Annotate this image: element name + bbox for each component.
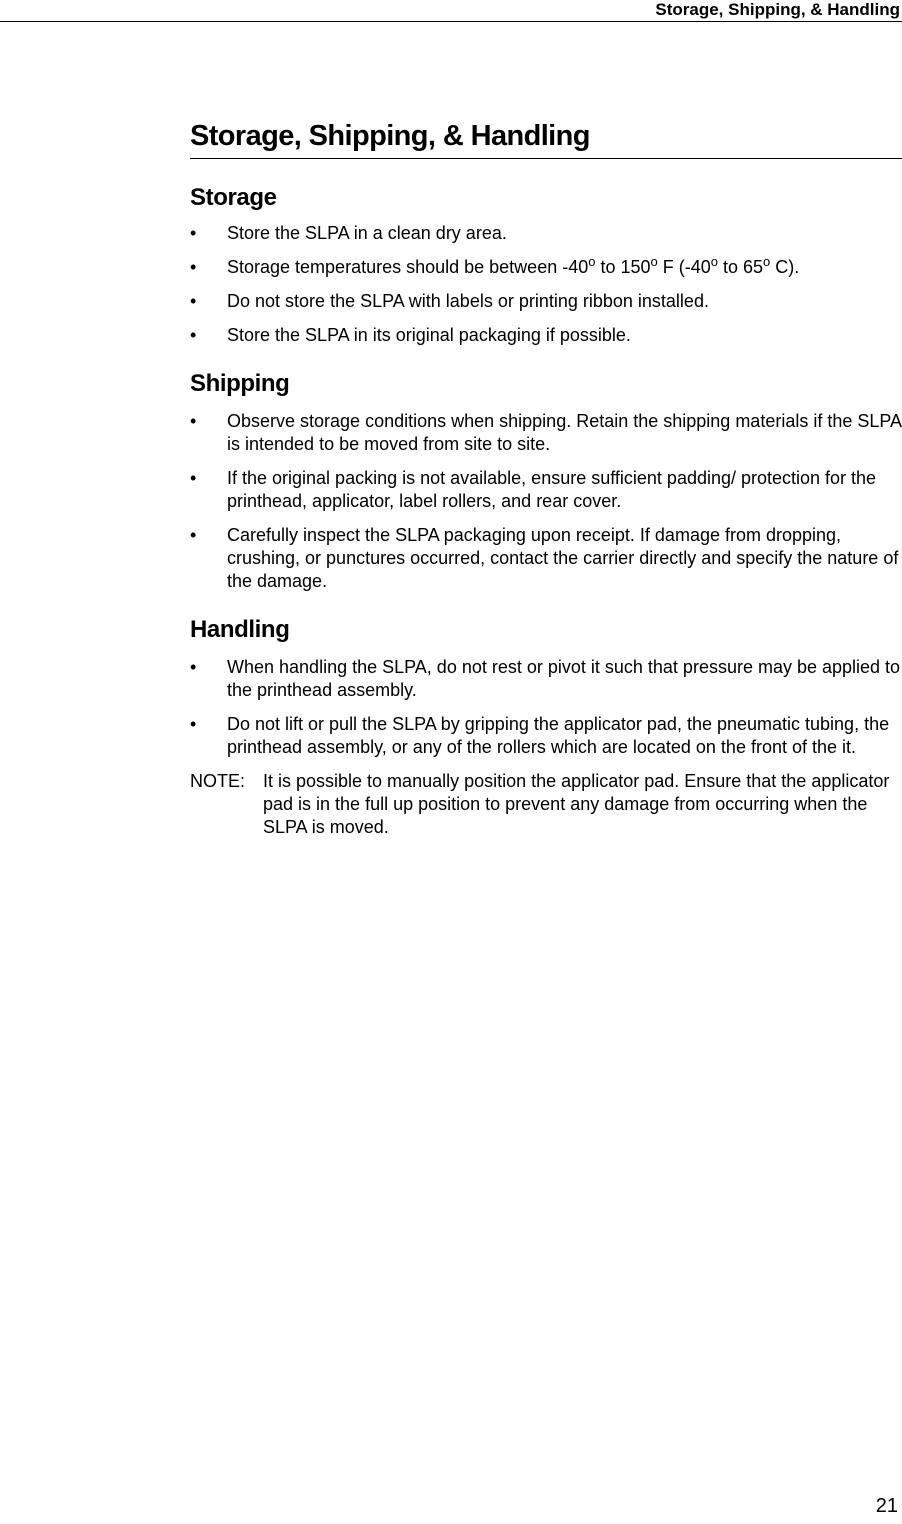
list-item-text: Store the SLPA in its original packaging if possible.: [227, 325, 631, 345]
note: [190, 770, 902, 839]
list-item: [190, 222, 902, 245]
storage-list: [190, 222, 902, 347]
storage-heading: Storage: [190, 184, 277, 211]
list-item-text: Do not lift or pull the SLPA by gripping the applicator pad, the pneumatic tubing, the printhead assembly, or any of the rollers which are located on the front of the it.: [227, 714, 890, 757]
note-text: It is possible to manually position the applicator pad. Ensure that the applicator pad is in the full up position to prevent any damage from occurring when the SLPA is moved.: [263, 771, 890, 837]
running-header: [0, 0, 902, 22]
handling-heading: Handling: [190, 616, 290, 643]
degree-sup: o: [763, 254, 771, 269]
page-title: Storage, Shipping, & Handling: [190, 118, 902, 159]
handling-list: [190, 656, 902, 759]
running-header-title: Storage, Shipping, & Handling: [655, 0, 900, 19]
list-item-text: Carefully inspect the SLPA packaging upon receipt. If damage from dropping, crushing, or punctures occurred, contact the carrier directly and specify the nature of the damage.: [227, 525, 899, 591]
bullet-icon: •: [190, 525, 197, 545]
page-number: 21: [875, 1495, 898, 1517]
list-item: [190, 410, 902, 456]
page-content: [190, 118, 902, 839]
list-item: [190, 256, 902, 279]
bullet-icon: •: [190, 411, 197, 431]
list-item: [190, 656, 902, 702]
bullet-icon: •: [190, 657, 197, 677]
shipping-heading: Shipping: [190, 370, 290, 397]
list-item: [190, 290, 902, 313]
note-label: NOTE:: [190, 771, 246, 791]
list-item-text: If the original packing is not available, ensure sufficient padding/ protection for the printhead, applicator, label rollers, and rear cover.: [227, 468, 877, 511]
list-item-text: When handling the SLPA, do not rest or pivot it such that pressure may be applied to the printhead assembly.: [227, 657, 901, 700]
shipping-list: [190, 410, 902, 593]
degree-sup: o: [650, 254, 658, 269]
list-item-text: Observe storage conditions when shipping. Retain the shipping materials if the SLPA is intended to be moved from site to site.: [227, 411, 902, 454]
temperature-text: Storage temperatures should be between -40$^o$ to 150$^o$ F (-40$^o$ to 65$^o$ C).: [227, 254, 800, 277]
list-item-text: Do not store the SLPA with labels or printing ribbon installed.: [227, 291, 709, 311]
bullet-icon: •: [190, 223, 197, 243]
bullet-icon: •: [190, 257, 197, 277]
bullet-icon: •: [190, 468, 197, 488]
degree-sup: o: [710, 254, 718, 269]
list-item: [190, 324, 902, 347]
list-item: [190, 524, 902, 593]
bullet-icon: •: [190, 714, 197, 734]
bullet-icon: •: [190, 325, 197, 345]
degree-sup: o: [588, 254, 596, 269]
bullet-icon: •: [190, 291, 197, 311]
list-item-text: Store the SLPA in a clean dry area.: [227, 223, 507, 243]
list-item: [190, 713, 902, 759]
list-item: [190, 467, 902, 513]
